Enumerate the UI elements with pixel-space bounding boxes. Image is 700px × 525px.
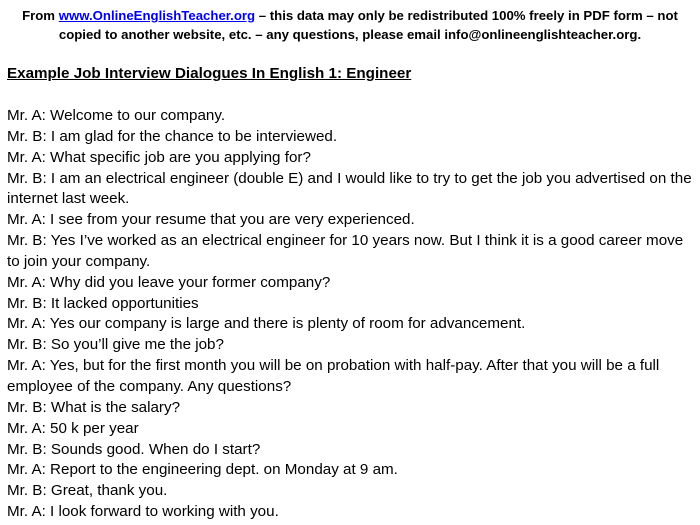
- notice-prefix: From: [22, 8, 59, 23]
- dialogue-line: Mr. A: Welcome to our company.: [7, 107, 226, 124]
- dialogue-list: [7, 106, 695, 523]
- dialogue-line: Mr. B: Sounds good. When do I start?: [7, 440, 261, 458]
- dialogue-line: Mr. B: What is the salary?: [7, 398, 181, 416]
- dialogue-line: Mr. B: Great, thank you.: [7, 482, 168, 500]
- dialogue-line: Mr. B: Yes I’ve worked as an electrical engineer for 10 years now. But I think it is a good career move to join your company.: [7, 232, 684, 270]
- dialogue-line: Mr. A: Yes our company is large and there is plenty of room for advancement.: [7, 315, 526, 333]
- dialogue-line: Mr. A: I see from your resume that you are very experienced.: [7, 211, 415, 229]
- document-title: Example Job Interview Dialogues In English 1: Engineer: [7, 65, 412, 82]
- dialogue-line: Mr. A: 50 k per year: [7, 419, 139, 437]
- website-link[interactable]: www.OnlineEnglishTeacher.org: [58, 8, 256, 23]
- copyright-notice: [6, 6, 694, 44]
- dialogue-line: Mr. B: It lacked opportunities: [7, 294, 199, 312]
- dialogue-line: Mr. A: Report to the engineering dept. on Monday at 9 am.: [7, 461, 398, 479]
- notice-suffix: – this data may only be redistributed 100% freely in PDF form – not copied to another website, etc. – any questions, please email info@onlineenglishteacher.org.: [58, 8, 678, 42]
- dialogue-line: Mr. A: Why did you leave your former company?: [7, 273, 331, 291]
- dialogue-line: Mr. B: I am an electrical engineer (double E) and I would like to try to get the job you advertised on the internet last week.: [7, 169, 692, 208]
- dialogue-line: Mr. A: Yes, but for the first month you will be on probation with half-pay. After that you will be a full employee of the company. Any questions?: [7, 357, 660, 395]
- dialogue-line: Mr. A: I look forward to working with you.: [7, 503, 279, 521]
- dialogue-line: Mr. B: I am glad for the chance to be interviewed.: [7, 127, 338, 145]
- dialogue-line: Mr. A: What specific job are you applying for?: [7, 148, 311, 166]
- dialogue-line: Mr. B: So you’ll give me the job?: [7, 336, 224, 354]
